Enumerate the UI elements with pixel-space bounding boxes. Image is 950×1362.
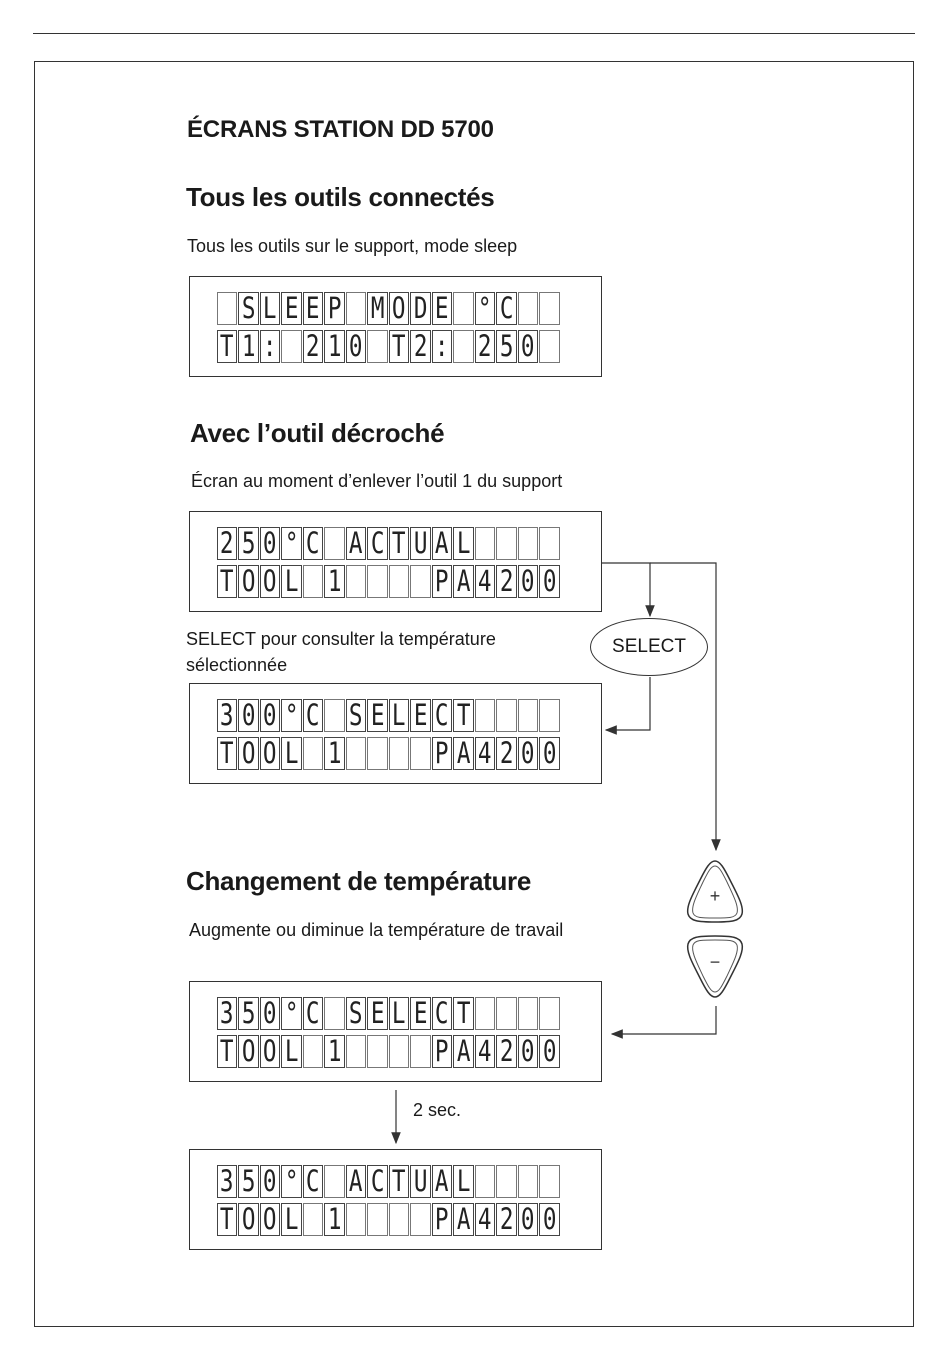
lcd-cell: 1 [324, 1035, 344, 1068]
lcd-cell: U [410, 527, 430, 560]
lcd-cell: ° [475, 292, 495, 325]
lcd-cell: 4 [475, 1203, 495, 1236]
lcd-cell: T [217, 737, 237, 770]
lcd-cell: 3 [217, 699, 237, 732]
lcd-cell: D [410, 292, 430, 325]
lcd-cell: 2 [217, 527, 237, 560]
lcd-cell: O [238, 737, 258, 770]
lcd-cell: C [367, 1165, 387, 1198]
lcd-cell: C [303, 527, 323, 560]
lcd-cell: A [453, 737, 473, 770]
arrow-to-keys [650, 563, 716, 850]
lcd-cell: T [389, 330, 409, 363]
lcd-cell: P [432, 1035, 452, 1068]
lcd-cell: 2 [496, 1203, 516, 1236]
lcd-cell: 1 [324, 1203, 344, 1236]
delay-label: 2 sec. [413, 1100, 462, 1120]
lcd-cell: A [432, 1165, 452, 1198]
section-heading-unhooked: Avec l’outil décroché [190, 418, 445, 448]
lcd-cell: E [367, 997, 387, 1030]
lcd-cell: P [432, 737, 452, 770]
lcd-cell: 0 [260, 1165, 280, 1198]
lcd-cell: A [346, 527, 366, 560]
lcd-cell: 0 [539, 1035, 559, 1068]
lcd-cell: 0 [260, 997, 280, 1030]
lcd-cell: E [432, 292, 452, 325]
lcd-cell: 0 [260, 699, 280, 732]
lcd-cell: ° [281, 997, 301, 1030]
lcd-cell: T [217, 330, 237, 363]
lcd-cell: A [432, 527, 452, 560]
section-heading-temperature: Changement de température [186, 866, 532, 896]
select-button-label: SELECT [612, 636, 686, 657]
section-heading-connected: Tous les outils connectés [186, 182, 495, 212]
lcd-cell: C [303, 699, 323, 732]
lcd-cell: A [453, 1035, 473, 1068]
lcd-cell: 4 [475, 1035, 495, 1068]
lcd-cell: 5 [238, 1165, 258, 1198]
lcd-cell: P [432, 565, 452, 598]
lcd-cell: 5 [238, 997, 258, 1030]
lcd-cell: 1 [324, 737, 344, 770]
lcd-cell: O [389, 292, 409, 325]
page-title: ÉCRANS STATION DD 5700 [187, 116, 494, 143]
plus-key[interactable] [684, 858, 746, 924]
lcd-cell: T [217, 1203, 237, 1236]
lcd-cell: E [367, 699, 387, 732]
lcd-cell: E [410, 997, 430, 1030]
lcd-cell: 0 [518, 565, 538, 598]
lcd-cell: 0 [260, 527, 280, 560]
lcd-cell: 0 [518, 1035, 538, 1068]
lcd-cell: A [453, 1203, 473, 1236]
lcd-cell: P [324, 292, 344, 325]
lcd-cell: 0 [539, 737, 559, 770]
lcd-cell: L [281, 1035, 301, 1068]
lcd-cell: 1 [238, 330, 258, 363]
arrow-to-lcd-select [606, 677, 650, 730]
lcd-cell: E [303, 292, 323, 325]
lcd-cell: 0 [518, 330, 538, 363]
arrow-to-lcd-350 [612, 1006, 716, 1034]
lcd-cell: T [389, 1165, 409, 1198]
lcd-cell: S [346, 699, 366, 732]
lcd-cell: O [238, 1035, 258, 1068]
lcd-cell: 2 [475, 330, 495, 363]
select-caption: SELECT pour consulter la température sélectionnée [186, 629, 496, 675]
lcd-cell: 0 [518, 737, 538, 770]
lcd-cell: C [303, 1165, 323, 1198]
lcd-cell: 3 [217, 1165, 237, 1198]
lcd-cell: 3 [217, 997, 237, 1030]
minus-key-label: − [709, 952, 721, 972]
section-description-unhooked: Écran au moment d’enlever l’outil 1 du support [191, 471, 563, 491]
lcd-cell: 5 [238, 527, 258, 560]
lcd-cell: 0 [518, 1203, 538, 1236]
lcd-cell: E [410, 699, 430, 732]
lcd-cell: M [367, 292, 387, 325]
lcd-cell: L [389, 699, 409, 732]
select-button[interactable] [590, 618, 708, 676]
lcd-cell: C [432, 699, 452, 732]
lcd-cell: O [238, 565, 258, 598]
lcd-cell: O [260, 565, 280, 598]
lcd-cell: C [303, 997, 323, 1030]
lcd-cell: S [346, 997, 366, 1030]
lcd-cell: S [238, 292, 258, 325]
lcd-cell: L [389, 997, 409, 1030]
lcd-cell: O [260, 1035, 280, 1068]
minus-key[interactable] [684, 934, 746, 1000]
lcd-cell: 1 [324, 565, 344, 598]
lcd-cell: 0 [539, 1203, 559, 1236]
lcd-cell: 0 [238, 699, 258, 732]
lcd-cell: U [410, 1165, 430, 1198]
lcd-cell: ° [281, 527, 301, 560]
lcd-cell: T [217, 565, 237, 598]
lcd-cell: 0 [539, 565, 559, 598]
lcd-cell: 2 [303, 330, 323, 363]
lcd-cell: A [346, 1165, 366, 1198]
lcd-cell: A [453, 565, 473, 598]
lcd-cell: L [281, 737, 301, 770]
lcd-cell: C [496, 292, 516, 325]
lcd-cell: T [453, 997, 473, 1030]
lcd-cell: L [281, 1203, 301, 1236]
plus-key-icon [684, 858, 746, 924]
lcd-cell: 5 [496, 330, 516, 363]
arrow-to-select [602, 563, 650, 616]
lcd-cell: L [260, 292, 280, 325]
lcd-cell: : [432, 330, 452, 363]
lcd-cell: C [432, 997, 452, 1030]
lcd-cell: T [389, 527, 409, 560]
lcd-cell: 4 [475, 565, 495, 598]
section-description-temperature: Augmente ou diminue la température de travail [189, 920, 564, 940]
lcd-cell: : [260, 330, 280, 363]
lcd-cell: 1 [324, 330, 344, 363]
lcd-cell: O [260, 737, 280, 770]
lcd-cell: L [453, 1165, 473, 1198]
lcd-cell: ° [281, 1165, 301, 1198]
plus-key-label: + [709, 886, 721, 906]
lcd-cell: L [281, 565, 301, 598]
lcd-cell: O [260, 1203, 280, 1236]
lcd-cell: 0 [346, 330, 366, 363]
lcd-cell: T [217, 1035, 237, 1068]
lcd-cell: E [281, 292, 301, 325]
lcd-cell: T [453, 699, 473, 732]
lcd-cell: 2 [496, 565, 516, 598]
section-description-connected: Tous les outils sur le support, mode sleep [187, 236, 518, 256]
lcd-cell: P [432, 1203, 452, 1236]
lcd-cell: L [453, 527, 473, 560]
minus-key-icon [684, 934, 746, 1000]
lcd-cell: ° [281, 699, 301, 732]
lcd-cell: 2 [496, 1035, 516, 1068]
lcd-cell: 4 [475, 737, 495, 770]
lcd-cell: 2 [496, 737, 516, 770]
lcd-cell: O [238, 1203, 258, 1236]
lcd-cell: C [367, 527, 387, 560]
lcd-cell: 2 [410, 330, 430, 363]
